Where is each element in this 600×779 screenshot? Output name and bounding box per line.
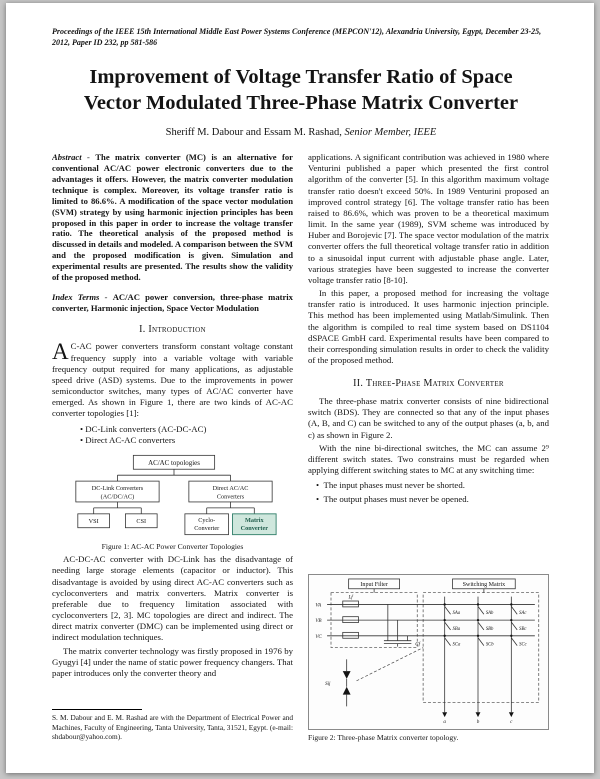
fig1-box-root: [133, 455, 214, 469]
paragraph: AC-DC-AC converter with DC-Link has the disadvantage of needing large storage elements (capacitor or inductor). This disadvantage is avoided by using direct AC-AC converters such as cycloconverters and matrix converters. Matrix converter is preferable due to frequency limitation associated with cycloconverters [2, 3]. MC topologies are direct and indirect. The direct matrix converter (DMC) can be implemented using direct or indirect modulation techniques.: [52, 554, 293, 643]
svg-text:Switching Matrix: Switching Matrix: [462, 581, 505, 588]
author-names: Sheriff M. Dabour and Essam M. Rashad,: [165, 127, 345, 139]
svg-text:Input Filter: Input Filter: [359, 581, 388, 588]
figure1-caption: Figure 1: AC-AC Power Converter Topologies: [101, 542, 244, 552]
svg-text:DC-Link Converters: DC-Link Converters: [91, 485, 143, 493]
left-column: [52, 152, 293, 742]
switch-label: SCa: [452, 642, 460, 648]
paragraph: The matrix converter technology was firstly proposed in 1976 by Gyugyi [4] under the name of static power frequency changers. That paper introduces only the converter theory and: [52, 645, 293, 678]
switching-matrix-label: [452, 579, 515, 589]
svg-text:AC/AC topologies: AC/AC topologies: [147, 459, 200, 468]
index-terms-text: AC/AC power conversion, three-phase matrix converter, Harmonic injection, Space Vector Modulation: [52, 291, 293, 313]
figure2-caption: Figure 2: Three-phase Matrix converter topology.: [308, 732, 459, 742]
svg-text:Cyclo-: Cyclo-: [197, 516, 215, 524]
svg-text:a: a: [442, 718, 446, 724]
two-column-body: [52, 152, 550, 742]
right-column: [308, 152, 549, 742]
intro-paragraph: [52, 341, 293, 419]
footnote-rule: [52, 709, 142, 710]
svg-text:VSI: VSI: [88, 518, 99, 526]
abstract-text: The matrix converter (MC) is an alternative for conventional AC/AC power electronic converters due to the advantages it offers. However, the matrix converter modulation technique is complex. Moreover, its voltage transfer ratio is limited to 86.6%. A modification of the space vector modulation (SVM) strategy by using harmonic injection principles has been proposed in this paper in order to increase the voltage transfer ratio. The theoretical analysis of the proposed method is discussed in details and modeled. A comparison between the SVM and the proposed modification is given. Simulation and experimental results are presented. The results show the validity of the proposed method.: [52, 152, 293, 283]
svg-text:c: c: [509, 718, 512, 724]
paragraph: applications. A significant contribution was achieved in 1980 where Venturini published a paper which presented the first control algorithm of the converter [5]. In this algorithm maximum voltage transfer ratio doesn't exceed 50%. In 1989 Venturini proposed an improved control strategy [6]. The voltage transfer ratio has been raised to 86.6%, which was proven to be a theoretical maximum limit. In the same year (1989), SVM scheme was introduced by Huber and Borojevic [7]. The space vector modulation of the matrix converter offers the full theoretical voltage transfer ratio in addition to a sinusoidal input current with adjustable phase angle. Later, various strategies have been suggested to increase the converter voltage transfer ratio [8-10].: [308, 152, 549, 285]
conference-header: Proceedings of the IEEE 15th International Middle East Power Systems Conference (MEPCON'12), Alexandria University, Egypt, December 23-25, 2012, Paper ID 232, pp 581-586: [52, 27, 542, 47]
list-item: • DC-Link converters (AC-DC-AC): [80, 424, 293, 435]
intro-text: C-AC power converters transform constant voltage constant frequency supply into a variable voltage with variable frequency output required for many applications, as adjustable speed drive (ASD) systems. Due to the improvements in power semiconductor switches, many types of AC/AC converter have emerged. As shown in Figure 1, there are two kinds of AC-AC converter topologies [1]:: [52, 341, 293, 419]
section-heading-introduction: I. Introduction: [139, 323, 206, 335]
paper-page: [6, 3, 594, 773]
switch-label: SBb: [485, 626, 493, 632]
switch-label: SAa: [452, 611, 460, 617]
svg-text:VA: VA: [314, 602, 321, 609]
fig1-box-dclink: [75, 481, 158, 502]
svg-text:Converters: Converters: [216, 493, 244, 501]
figure2-block: [308, 574, 549, 742]
filter-capacitors: [383, 604, 420, 647]
switch-label: SCb: [485, 642, 494, 648]
svg-text:Matrix: Matrix: [244, 516, 264, 524]
drop-cap: A: [52, 339, 69, 365]
fig1-box-cycloconverter: [184, 514, 228, 535]
fig1-box-matrix-converter: [232, 514, 276, 535]
authors-line: [52, 127, 550, 138]
svg-text:VC: VC: [314, 633, 322, 640]
index-terms: [52, 292, 293, 314]
fig1-box-csi: [125, 514, 157, 528]
paragraph: In this paper, a proposed method for increasing the voltage transfer ratio is introduced. It uses harmonic injection principle. This method has been implemented using Matlab/Simulink. Then the algorithm is compiled to real time system based on DS1104 dSPACE GmbH card. Experimental results have been compared to their corresponding simulation results in order to check the validity of the proposed method.: [308, 288, 549, 366]
svg-text:Converter: Converter: [193, 525, 219, 533]
paragraph: The three-phase matrix converter consists of nine bidirectional switch (BDS). They are connected so that any of the input phases (A, B, and C) can be switched to any of the output phases (a, b, and c) as shown in Figure 2.: [308, 396, 549, 440]
bidirectional-switch-detail: [325, 647, 423, 706]
capacitor-label: Cf: [414, 641, 420, 648]
author-membership: Senior Member, IEEE: [344, 127, 437, 139]
abstract-lead: Abstract -: [52, 152, 96, 163]
fig1-box-direct: [188, 481, 271, 502]
output-labels: [443, 719, 513, 724]
switch-label: SBc: [518, 626, 526, 632]
list-item: • The output phases must never be opened.: [316, 494, 549, 505]
filter-inductors: [342, 593, 358, 638]
abstract: [52, 152, 293, 283]
switch-label: SAb: [485, 611, 493, 617]
paragraph: With the nine bi-directional switches, the MC can assume 2⁹ different switch states. Two constrains must be regarded when applying different switching states to MC at any switching time:: [308, 442, 549, 476]
switch-cells: [444, 606, 527, 647]
switch-label: SCc: [518, 642, 527, 648]
svg-text:b: b: [476, 718, 479, 724]
bds-label: Sij: [324, 680, 330, 687]
list-item: • Direct AC-AC converters: [80, 435, 293, 446]
constraint-bullet-list: [316, 480, 549, 508]
svg-text:(AC/DC/AC): (AC/DC/AC): [100, 493, 134, 501]
svg-text:VB: VB: [314, 617, 322, 624]
switch-label: SAc: [518, 611, 526, 617]
svg-text:Direct AC/AC: Direct AC/AC: [212, 485, 248, 493]
input-filter-label: [348, 579, 399, 589]
figure1-diagram: [52, 453, 293, 540]
inductor-label: Lf: [347, 594, 353, 601]
fig1-box-vsi: [77, 514, 109, 528]
figure1-svg: [56, 453, 290, 537]
index-terms-lead: Index Terms -: [52, 291, 113, 302]
figure2-svg: [313, 577, 545, 724]
switch-label: SBa: [452, 626, 460, 632]
paper-title: Improvement of Voltage Transfer Ratio of Space Vector Modulated Three-Phase Matrix Converter: [83, 65, 519, 114]
figure2-diagram: [308, 574, 549, 730]
svg-text:CSI: CSI: [135, 518, 146, 526]
topology-bullet-list: [80, 424, 293, 446]
list-item: • The input phases must never be shorted.: [316, 480, 549, 491]
author-footnote: [52, 709, 293, 742]
svg-text:Converter: Converter: [240, 525, 268, 533]
phase-labels: [315, 602, 322, 639]
section-heading-matrix-converter: II. Three-Phase Matrix Converter: [353, 378, 504, 390]
footnote-text: S. M. Dabour and E. M. Rashad are with the Department of Electrical Power and Machines, Faculty of Engineering, Tanta University, Tanta, 31521, Egypt. (e-mail: shdabour@yahoo.com).: [52, 713, 293, 742]
